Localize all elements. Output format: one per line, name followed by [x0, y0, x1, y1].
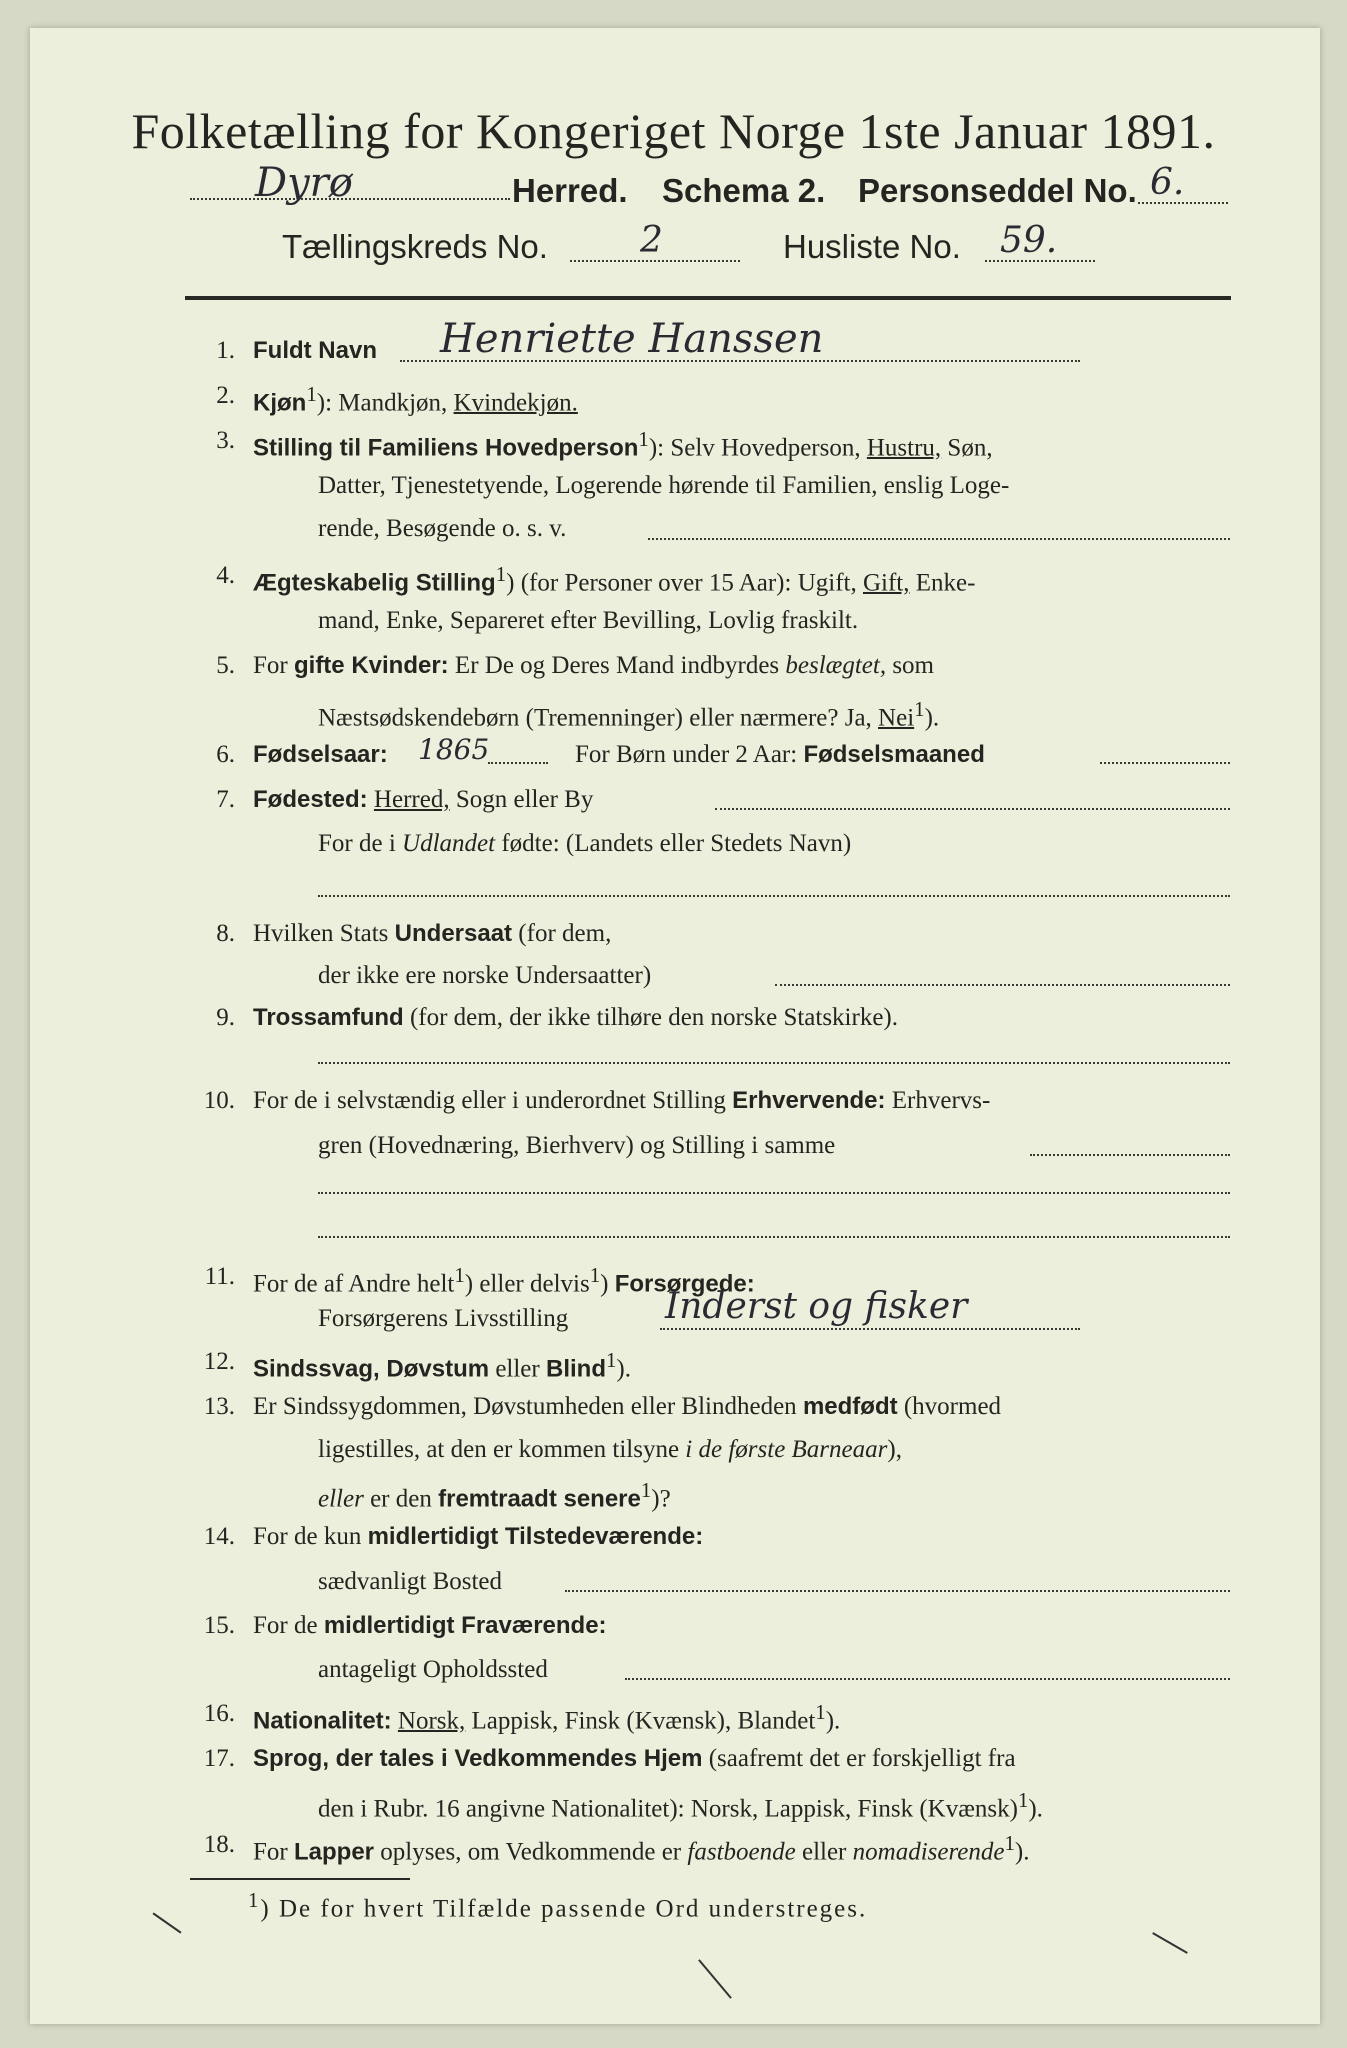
- text: (hvormed: [897, 1393, 1002, 1420]
- text: Hvilken Stats: [253, 920, 395, 947]
- text: oplyses, om Vedkommende er: [374, 1838, 688, 1866]
- sup: 1: [815, 1700, 826, 1724]
- text: den i Rubr. 16 angivne Nationalitet): Norsk, Lappisk, Finsk (Kvænsk): [318, 1795, 1018, 1823]
- text: ligestilles, at den er kommen tilsyne: [318, 1436, 686, 1463]
- taellingskreds-value: 2: [640, 220, 663, 261]
- sup: 1: [914, 697, 925, 721]
- text: ),: [887, 1436, 902, 1463]
- item-3-number: 3.: [216, 427, 235, 454]
- item-13-number: 13.: [203, 1393, 235, 1420]
- sup: 1: [495, 562, 507, 586]
- full-name-value: Henriette Hanssen: [440, 316, 824, 362]
- item-12-text: [253, 1348, 631, 1383]
- item-3-line-3: rende, Besøgende o. s. v.: [318, 515, 567, 542]
- footnote-rule: [190, 1878, 410, 1880]
- sup: 1: [640, 1478, 652, 1502]
- blind-label: Blind: [545, 1355, 606, 1383]
- header-rule: [185, 296, 1231, 300]
- text: )?: [651, 1485, 671, 1513]
- birth-month-label: Fødselsmaaned: [803, 741, 985, 768]
- item-7-line-2: [318, 830, 851, 858]
- text: eller: [489, 1355, 546, 1383]
- stay-dotted-line: [625, 1678, 1230, 1680]
- sex-selected: Kvindekjøn.: [453, 389, 578, 417]
- position-options: ): Selv Hovedperson,: [648, 434, 867, 462]
- item-1-number: 1.: [216, 337, 235, 364]
- position-options-end: Søn,: [941, 434, 993, 462]
- nationality-label: Nationalitet:: [253, 1707, 392, 1735]
- subject-dotted-line: [775, 984, 1230, 986]
- congenital-label: medfødt: [802, 1393, 898, 1420]
- item-9-text: [253, 1004, 898, 1032]
- item-7-line-1: [253, 786, 593, 814]
- position-selected: Hustru,: [866, 434, 942, 462]
- item-6-label: [253, 741, 388, 769]
- provider-dotted-line: [660, 1328, 1080, 1330]
- text: ).: [924, 704, 940, 732]
- personseddel-value: 6.: [1150, 162, 1185, 203]
- herred-value: Dyrø: [255, 160, 353, 206]
- temporary-absent-label: midlertidigt Fraværende:: [323, 1612, 607, 1639]
- item-16-number: 16.: [203, 1700, 235, 1727]
- birth-year-value: 1865: [418, 733, 490, 766]
- text: For de: [253, 1612, 324, 1639]
- text: For de kun: [253, 1523, 368, 1550]
- text: ): [600, 1270, 615, 1298]
- marital-label: Ægteskabelig Stilling: [253, 569, 496, 597]
- item-2-number: 2.: [216, 382, 235, 409]
- item-17-number: 17.: [203, 1745, 235, 1772]
- lapps-label: Lapper: [293, 1838, 374, 1866]
- religion-dotted-line: [318, 1062, 1230, 1064]
- personseddel-label: Personseddel No.: [858, 172, 1137, 209]
- text: For de i: [318, 830, 403, 857]
- item-3-line-2: Datter, Tjenestetyende, Logerende hørende til Familien, enslig Loge-: [318, 472, 1010, 499]
- item-1-label: [253, 337, 377, 365]
- sup: 1: [1004, 1831, 1015, 1855]
- item-11-line-2: Forsørgerens Livsstilling: [318, 1305, 569, 1332]
- item-14-line-1: [253, 1523, 703, 1551]
- text: fødte: (Landets eller Stedets Navn): [495, 830, 852, 857]
- item-2-text: [253, 382, 578, 417]
- item-13-line-3: [318, 1478, 671, 1513]
- temporary-present-label: midlertidigt Tilstedeværende:: [367, 1523, 704, 1550]
- sex-options: ): Mandkjøn,: [316, 389, 454, 417]
- or-italic: eller: [318, 1485, 364, 1513]
- item-15-line-2: antageligt Opholdssted: [318, 1656, 548, 1683]
- disability-label: Sindssvag, Døvstum: [253, 1355, 490, 1383]
- text: (for dem, der ikke tilhøre den norske Statskirke).: [403, 1004, 899, 1031]
- text: For de af Andre helt: [253, 1270, 455, 1298]
- sup: 1: [1017, 1788, 1029, 1812]
- related-italic: beslægtet,: [785, 652, 887, 679]
- childhood-italic: i de første Barneaar: [685, 1436, 888, 1463]
- item-4-line-2: mand, Enke, Separeret efter Bevilling, Lovlig fraskilt.: [318, 607, 859, 634]
- husliste-value: 59.: [1000, 220, 1058, 261]
- provider-occupation-value: Inderst og fisker: [665, 1286, 968, 1327]
- item-5-number: 5.: [216, 652, 235, 679]
- item-18-text: [253, 1831, 1029, 1866]
- marital-options-end: Enke-: [909, 569, 976, 597]
- text: For: [253, 652, 294, 679]
- item-8-number: 8.: [216, 920, 235, 947]
- dependents-label: Forsørgede:: [614, 1270, 755, 1298]
- item-17-line-2: [318, 1788, 1043, 1823]
- husliste-label: Husliste No.: [783, 228, 961, 265]
- marital-selected: Gift,: [862, 569, 910, 597]
- item-8-line-2: der ikke ere norske Undersaatter): [318, 962, 652, 989]
- text: (saafremt det er forskjelligt fra: [702, 1745, 1016, 1772]
- item-18-number: 18.: [203, 1831, 235, 1858]
- text: ) eller delvis: [464, 1270, 590, 1298]
- text: ).: [1014, 1838, 1030, 1866]
- sup: 1: [605, 1348, 617, 1372]
- text: For: [253, 1838, 294, 1866]
- item-5-line-1: [253, 652, 934, 680]
- text: ).: [825, 1707, 841, 1735]
- item-11-number: 11.: [204, 1263, 235, 1290]
- subject-label: Undersaat: [394, 920, 513, 947]
- text: Erhvervs-: [885, 1087, 991, 1114]
- item-7-number: 7.: [216, 786, 235, 813]
- text: For de i selvstændig eller i underordnet Stilling: [253, 1087, 733, 1114]
- text: (for dem,: [512, 920, 612, 947]
- birth-year-dotted-line: [488, 762, 548, 764]
- item-10-line-1: [253, 1087, 990, 1115]
- nationality-selected: Norsk,: [397, 1707, 466, 1735]
- item-6-number: 6.: [216, 741, 235, 768]
- item-13-line-2: [318, 1436, 902, 1464]
- text: Er Sindssygdommen, Døvstumheden eller Blindheden: [253, 1393, 803, 1420]
- footnote-text: ) De for hvert Tilfælde passende Ord understreges.: [260, 1895, 868, 1923]
- herred-label: Herred.: [512, 172, 628, 209]
- occupation-dotted-line-1: [1030, 1154, 1230, 1156]
- text: er den: [363, 1485, 439, 1513]
- language-label: Sprog, der tales i Vedkommendes Hjem: [253, 1745, 703, 1772]
- abroad-italic: Udlandet: [402, 830, 496, 857]
- residence-dotted-line: [565, 1590, 1230, 1592]
- taellingskreds-label: Tællingskreds No.: [282, 228, 548, 265]
- item-12-number: 12.: [203, 1348, 235, 1375]
- item-15-line-1: [253, 1612, 607, 1640]
- item-10-number: 10.: [203, 1087, 235, 1114]
- birth-year-label: Fødselsaar:: [253, 741, 388, 768]
- text: Næstsødskendebørn (Tremenninger) eller nærmere? Ja,: [318, 704, 879, 732]
- birthplace-label: Fødested:: [253, 786, 368, 813]
- item-9-number: 9.: [216, 1004, 235, 1031]
- text: ).: [616, 1355, 631, 1383]
- sup: 1: [306, 382, 317, 406]
- text: som: [886, 652, 935, 679]
- item-6-second: [575, 741, 985, 769]
- sup: 1: [454, 1263, 465, 1287]
- marital-options: ) (for Personer over 15 Aar): Ugift,: [506, 569, 863, 597]
- sup: 1: [248, 1888, 261, 1912]
- settled-italic: fastboende: [687, 1838, 796, 1866]
- foreign-birthplace-dotted-line: [318, 895, 1230, 897]
- item-4-number: 4.: [216, 562, 235, 589]
- text: Er De og Deres Mand indbyrdes: [448, 652, 786, 679]
- item-17-line-1: [253, 1745, 1016, 1773]
- schema-label: Schema 2.: [662, 172, 826, 209]
- nomadic-italic: nomadiserende: [852, 1838, 1005, 1866]
- item-3-line-1: [253, 427, 993, 462]
- sex-label: Kjøn: [253, 389, 307, 417]
- birthplace-dotted-line: [715, 808, 1230, 810]
- position-label: Stilling til Familiens Hovedperson: [253, 434, 639, 462]
- birth-month-dotted-line: [1100, 762, 1230, 764]
- text: ).: [1028, 1795, 1043, 1823]
- married-women-label: gifte Kvinder:: [293, 652, 449, 679]
- occupation-dotted-line-3: [318, 1236, 1230, 1238]
- full-name-label: Fuldt Navn: [253, 337, 377, 364]
- sup: 1: [638, 427, 649, 451]
- text: eller: [795, 1838, 853, 1866]
- occupation-dotted-line-2: [318, 1192, 1230, 1194]
- item-13-line-1: [253, 1393, 1001, 1421]
- item-15-number: 15.: [203, 1612, 235, 1639]
- footnote: [248, 1888, 867, 1923]
- item-8-line-1: [253, 920, 611, 948]
- sup: 1: [589, 1263, 601, 1287]
- item-4-line-1: [253, 562, 975, 597]
- form-title: Folketælling for Kongeriget Norge 1ste Januar 1891.: [131, 103, 1216, 159]
- item-10-line-2: gren (Hovednæring, Bierhverv) og Stilling i samme: [318, 1132, 836, 1159]
- item-16-text: [253, 1700, 840, 1735]
- birthplace-selected: Herred,: [373, 786, 450, 813]
- text: Sogn eller By: [449, 786, 594, 813]
- item-14-line-2: sædvanligt Bosted: [318, 1568, 503, 1595]
- item-5-line-2: [318, 697, 939, 732]
- occupation-label: Erhvervende:: [732, 1087, 886, 1114]
- text: For Børn under 2 Aar:: [575, 741, 804, 768]
- religion-label: Trossamfund: [253, 1004, 404, 1031]
- related-selected: Nei: [878, 704, 915, 732]
- item-14-number: 14.: [203, 1523, 235, 1550]
- text: Lappisk, Finsk (Kvænsk), Blandet: [465, 1707, 816, 1735]
- later-label: fremtraadt senere: [438, 1485, 641, 1513]
- position-dotted-line: [648, 538, 1230, 540]
